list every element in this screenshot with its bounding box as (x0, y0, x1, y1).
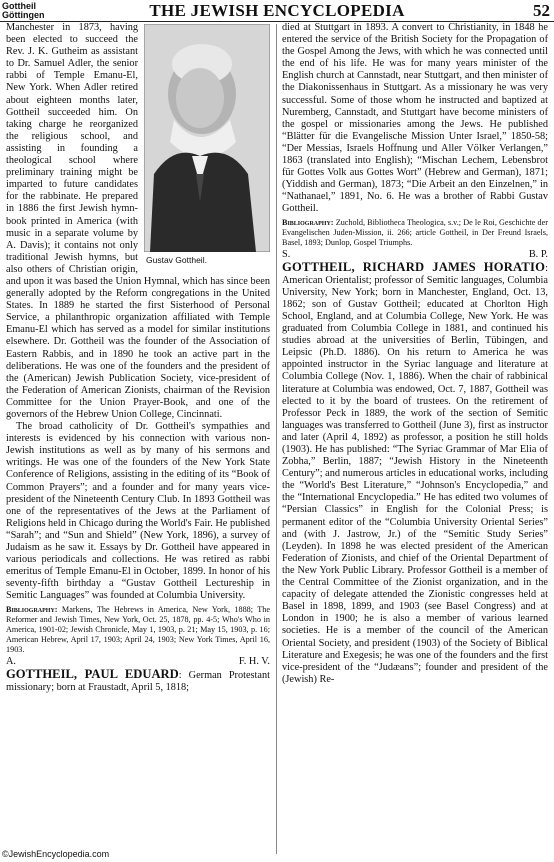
figure-caption: Gustav Gottheil. (146, 254, 207, 265)
right-column (282, 22, 548, 686)
footer-source: ©JewishEncyclopedia.com (2, 849, 110, 859)
paul-bibliography (282, 218, 548, 248)
running-title: THE JEWISH ENCYCLOPEDIA (149, 1, 405, 20)
portrait-image (144, 24, 270, 252)
guide-word-top: Gottheil (2, 1, 36, 11)
bibliography-label: Bibliography: (6, 604, 58, 614)
gustav-paragraph-1: Manchester in 1873, having been elected to succeed the Rev. J. K. Gutheim as assistant to Dr. Samuel Adler, the senior rabbi of Temple Emanu-El, New York. When Adler retired about eighteen months later, Gottheil succeeded him. On taking charge he reorganized the religious school, and assisting in founding a theological school where preliminary training might be imparted to future candidates for the rabbinate. He prepared in 1886 the first Jewish hymn-book printed in America (with music in a separate volume by A. Davis); it contains not only traditional Jewish hymns, but also others of Christian origin, and upon it was based the Union Hymnal, which has since been generally adopted by the Reform congregations in the United States. In 1889 he started the first Sisterhood of Personal Service, a philanthropic organization affiliated with Temple Emanu-El which has served as a model for similar institutions elsewhere. Dr. Gottheil was the founder of the Association of Eastern Rabbis, and in 1890 he took an active part in the deliberations. He was one of the founders and the president of the (American) Jewish Publication Society, vice-president of the Federation of American Zionists, chairman of the Revision Committee for the Union Prayer-Book, and one of the governors of the Hebrew Union College, Cincinnati. (6, 22, 270, 420)
signature-author: F. H. V. (238, 655, 270, 667)
paul-paragraph: died at Stuttgart in 1893. A convert to Christianity, in 1848 he entered the service of the British Society for the Propagation of the Gospel Among the Jews, with which he was connected until the end of his life. He was for many years minister of the English church at Cannstadt, near Stuttgart, and then minister of the Diakonissenhaus in Stuttgart. As a missionary he was very successful. Some of those whom he instructed and baptized at Nuremberg, Cannstadt, and Stuttgart have become ministers of the gospel or missionaries among the Jews. He published “Blätter für die Evangelische Mission Unter Israel,” 1850-58; “Der Messias, Israels Hoffnung und Aller Völker Verlangen,” 1863 (translated into English); “Mischan Lechem, Lebensbrot für Gottes Volk aus Gottes Wort” (Hebrew and German), 1871; (Yiddish and German), 1873; “Die Arbeit an den Einzelnen,” in “Nathanael,” 1891, No. 6. He was a brother of Rabbi Gustav Gottheil. (282, 22, 548, 215)
page-number: 52 (533, 1, 550, 20)
paul-entry (6, 668, 270, 694)
signature-classification: A. (6, 655, 17, 667)
gustav-bibliography (6, 605, 270, 655)
richard-entry (282, 261, 548, 686)
left-column (6, 22, 270, 694)
bibliography-text: Zuchold, Bibliotheca Theologica, s.v.; De le Roi, Geschichte der Evangelischen Juden-Mission, ii. 266; article Gottheil, in Der Freund Israels, Basel, 1893; Dunlop, Gospel Triumphs. (282, 217, 548, 247)
bibliography-label: Bibliography: (282, 217, 334, 227)
signature-classification: S. (282, 248, 291, 260)
portrait-figure (144, 24, 270, 266)
column-rule (276, 24, 277, 854)
guide-word-bottom: Göttingen (2, 10, 45, 20)
gustav-paragraph-2: The broad catholicity of Dr. Gottheil's sympathies and interests is evidenced by his connection with various non-Jewish institutions as well as by many of his sermons and writings. He was one of the founders of the New York State Conference of Religions, assisting in the editing of its “Book of Common Prayers”; and a founder and for many years vice-president of the Nineteenth Century Club. In 1893 Gottheil was one of the representatives of the Jews at the Parliament of Religions held in Chicago during the World's Fair. He published “Sarah”; and “Sun and Shield” (New York, 1896), a survey of Judaism as he saw it. Essays by Dr. Gottheil have appeared in various periodicals and collections. He was retired as rabbi emeritus of Temple Emanu-El in October, 1899. In honor of his seventy-fifth birthday a “Gustav Gottheil Lectureship in Semitic Languages” was founded at Columbia University. (6, 421, 270, 602)
paul-headword: GOTTHEIL, PAUL EDUARD (6, 666, 179, 681)
running-header (0, 0, 554, 22)
bibliography-text: Markens, The Hebrews in America, New York, 1888; The Reformer and Jewish Times, New York, Oct. 25, 1878, pp. 4-5; Who's Who in America, 1901-02; Jewish Chronicle, May 1, 1903, p. 21; May 15, 1903, p. 16; American Hebrew, April 17, 1903; April 24, 1903; New York Times, April 16, 1903. (6, 604, 270, 654)
paul-entry-text: : German Protestant missionary; born at Fraustadt, April 5, 1818; (6, 669, 270, 693)
richard-entry-text: : American Orientalist; professor of Semitic languages, Columbia University, New York; born in Manchester, England, Oct. 13, 1862; son of Gustav Gottheil; educated at Chorlton High School, England, and at Columbia College, New York. He was graduated from Columbia College in 1881, and continued his studies abroad at the universities of Berlin, Tübingen, and Leipsic (Ph.D. 1886). On his return to America he was appointed instructor in the Syriac language and literature at Columbia College (Nov. 1, 1886). When the chair of rabbinical literature at Columbia was endowed, Oct. 7, 1887, Gottheil was elected to it by the board of trustees. On the retirement of Professor Peck in 1889, the work of the section of Semitic languages was transferred to Gottheil (June 3), first as instructor and later (April 4, 1892) as professor, a position he still holds (1903). He has published: “The Syriac Grammar of Mar Elia of Zobha,” Berlin, 1887; “Jewish History in the Nineteenth Century”; and numerous articles in educational works, including the “World's Best Literature,” “Johnson's Encyclopedia,” and the “International Encyclopedia.” He has edited two volumes of “Persian Classics” in English for the Colonial Press; is permanent editor of the “Columbia University Oriental Series” and (with J. Jastrow, Jr.) of the “Semitic Study Series” (Leyden). In 1898 he was elected president of the American Federation of Zionists, and chief of the Oriental Department of the New York Public Library. Professor Gottheil is a member of the Central Committee of the Zionist organization, and in the capacity of delegate attended the Zionistic congresses held at Basel in 1898, 1899, and 1903 (see Basel Congress) and at London in 1900; he is also a member of various learned societies. He is a member of the council of the American Oriental Society, and president (1903) of the Society of Biblical Literature and Exegesis; he was one of the founders and the first vice-president of the “Judæans”; founder and president of the (Jewish) Re- (282, 262, 548, 685)
signature-author: B. P. (528, 248, 548, 260)
richard-headword: GOTTHEIL, RICHARD JAMES HORATIO (282, 259, 546, 274)
